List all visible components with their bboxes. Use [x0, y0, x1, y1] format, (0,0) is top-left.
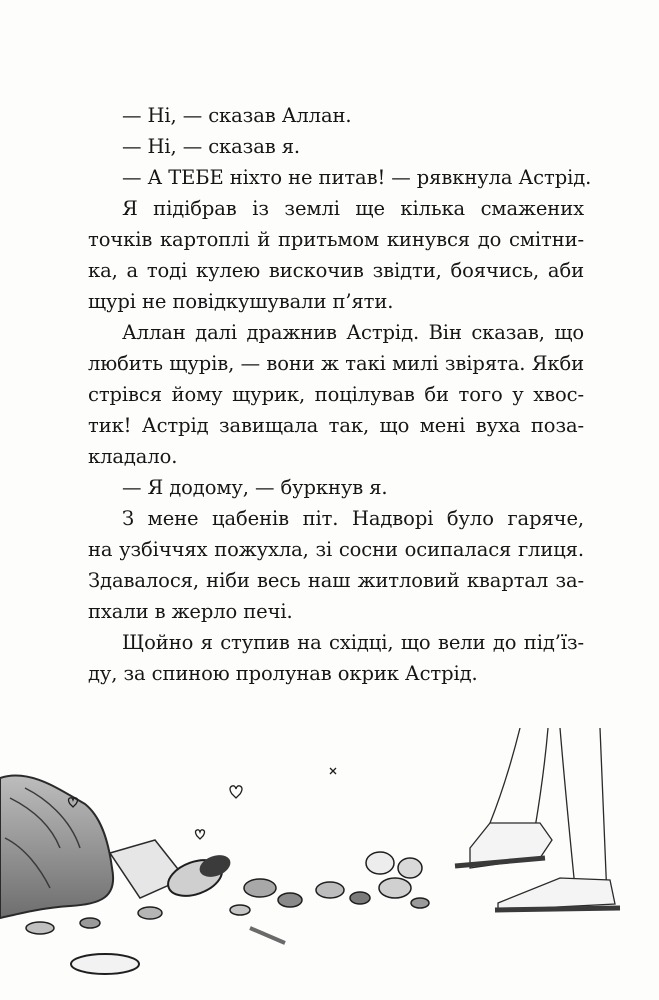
- text-line: стрівся йому щурик, поцілував би того у хвос-: [88, 383, 584, 406]
- text-line: кладало.: [88, 445, 178, 468]
- text-line: З мене цабенів піт. Надворі було гаряче,: [122, 507, 584, 530]
- text-block: [88, 100, 592, 689]
- text-line: Здавалося, ніби весь наш житловий квартал за-: [88, 569, 584, 592]
- text-line: ду, за спиною пролунав окрик Астрід.: [88, 662, 478, 685]
- crushed-can-shape: [163, 851, 233, 902]
- text-line: Щойно я ступив на східці, що вели до під’їз-: [122, 631, 584, 654]
- text-line: тик! Астрід завищала так, що мені вуха поза-: [88, 414, 584, 437]
- text-line: на узбіччях пожухла, зі сосни осипалася глиця.: [88, 538, 584, 561]
- legs-sandals-shape: [455, 728, 620, 910]
- text-line: щурі не повідкушували п’яти.: [88, 290, 394, 313]
- text-line: Аллан далі дражнив Астрід. Він сказав, що: [122, 321, 584, 344]
- text-line: Я підібрав із землі ще кілька смажених: [122, 197, 584, 220]
- text-line: точків картоплі й притьмом кинувся до смітни-: [88, 228, 584, 251]
- plate-shape: [71, 954, 139, 974]
- heart-doodle-icon: [69, 768, 337, 839]
- text-line: ка, а тоді кулею вискочив звідти, боячись, аби: [88, 259, 584, 282]
- text-line: — Ні, — сказав я.: [122, 135, 301, 158]
- text-line: пхали в жерло печі.: [88, 600, 293, 623]
- text-line: — Я додому, — буркнув я.: [122, 476, 388, 499]
- garbage-bag-shape: [0, 775, 113, 918]
- text-line: любить щурів, — вони ж такі милі звірята. Якби: [88, 352, 584, 375]
- text-line: — А ТЕБЕ ніхто не питав! — рявкнула Астрід.: [122, 166, 592, 189]
- text-line: — Ні, — сказав Аллан.: [122, 104, 352, 127]
- trash-pile-illustration: [0, 728, 659, 1000]
